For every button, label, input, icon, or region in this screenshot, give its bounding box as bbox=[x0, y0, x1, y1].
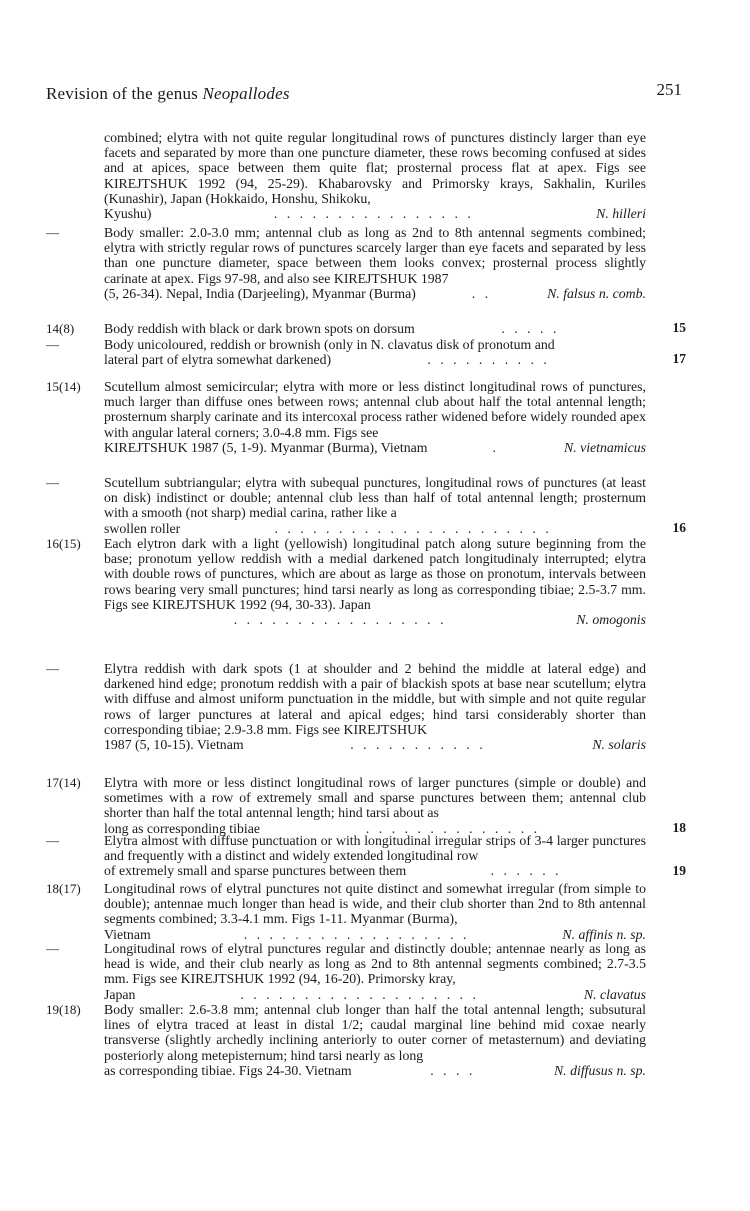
couplet-number: 15(14) bbox=[46, 379, 81, 394]
key-end-line bbox=[104, 987, 646, 1002]
leader-dots: . . . . . bbox=[501, 321, 560, 336]
key-end-left: Vietnam bbox=[104, 926, 151, 942]
taxon-name: N. vietnamicus bbox=[564, 439, 646, 455]
leader-dots: . . . . . . . . . . . bbox=[350, 737, 486, 753]
key-entry bbox=[0, 225, 750, 301]
key-text bbox=[104, 536, 646, 627]
couplet-number: — bbox=[46, 475, 59, 490]
lead-to-couplet: 17 bbox=[672, 351, 686, 366]
lead-to-couplet: 18 bbox=[672, 820, 686, 835]
key-entry bbox=[0, 337, 750, 367]
key-end-left: of extremely small and sparse punctures between them bbox=[104, 863, 407, 879]
key-entry bbox=[0, 536, 750, 627]
key-text-body: Body smaller: 2.6-3.8 mm; antennal club longer than half the total antennal length; subsutural lines of elytra traced at least in distal 1/2; caudal marginal line behind mid coxae nearly transverse (slightly archedly inclining anteriorly to outer corner of metasternum) and deviating posteriorly along metepisternum; hind tarsi nearly as long bbox=[104, 1002, 646, 1063]
couplet-number: 19(18) bbox=[46, 1002, 81, 1017]
key-text bbox=[104, 1002, 646, 1078]
key-text bbox=[104, 661, 646, 752]
key-end-left: Body reddish with black or dark brown spots on dorsum bbox=[104, 321, 415, 336]
taxon-name: N. omogonis bbox=[576, 612, 646, 628]
key-text bbox=[104, 379, 646, 455]
couplet-number: — bbox=[46, 337, 59, 352]
key-text-body: combined; elytra with not quite regular longitudinal rows of punctures distincly larger than eye facets and separated by more than one puncture diameter, these rows becoming confused at sides and at apices, space between them quite flat; prosternal process flat at apex. Figs see KIREJTSHUK 1992 (94, 25-29). Khabarovsky and Primorsky krays, Sakhalin, Kuriles (Kunashir), Japan (Hokkaido, Honshu, Shikoku, bbox=[104, 130, 646, 206]
key-text-body: Elytra with more or less distinct longitudinal rows of larger punctures (simple or double) and sometimes with a row of extremely small and sparse punctures between them; antennal club shorter than half the total antennal length; hind tarsi about as bbox=[104, 775, 646, 821]
leader-dots: . . . . . . . . . . bbox=[427, 352, 550, 368]
leader-dots: . . . . . . . . . . . . . . . . bbox=[273, 206, 474, 222]
key-text-body: Scutellum almost semicircular; elytra with more or less distinct longitudinal rows of punctures, much larger than diffuse ones between rows; antennal club about half the total antennal length; prosternum sharply carinate and its intercoxal process rather widened before widely rounded apex with angular lateral corners; 3.0-4.8 mm. Figs see bbox=[104, 379, 646, 440]
key-text bbox=[104, 130, 646, 221]
key-entry bbox=[0, 775, 750, 836]
key-entry bbox=[0, 379, 750, 455]
key-text-body: Each elytron dark with a light (yellowish) longitudinal patch along suture beginning from the base; pronotum yellow reddish with a medial darkened patch longitudinaly interrupted; elytra with double rows of punctures, which are about as large as those on pronotum, intervals between rows bearing very small punctures; hind tarsi nearly as long as corresponding tibiae; 2.5-3.7 mm. Figs see KIREJTSHUK 1992 (94, 30-33). Japan bbox=[104, 536, 646, 612]
key-end-line bbox=[104, 440, 646, 455]
leader-dots: . . . . bbox=[430, 1062, 476, 1078]
key-text-body: Elytra almost with diffuse punctuation or with longitudinal irregular strips of 3-4 larger punctures and frequently with a distinct and widely extended longitudinal row bbox=[104, 833, 646, 864]
leader-dots: . . . . . . . . . . . . . . . . . . bbox=[243, 926, 470, 942]
leader-dots: . . . . . . . . . . . . . . . . . . . . . . bbox=[274, 520, 552, 536]
key-text bbox=[104, 475, 646, 536]
key-entry bbox=[0, 833, 750, 879]
running-title bbox=[46, 84, 290, 104]
key-end-left: long as corresponding tibiae bbox=[104, 820, 260, 836]
key-end-left: Kyushu) bbox=[104, 206, 152, 222]
leader-dots: . . . . . . bbox=[490, 863, 562, 879]
key-text-body: Longitudinal rows of elytral punctures regular and distinctly double; antennae nearly as long as head is wide, and their club nearly as long as 2nd to 8th antennal segments combined; 2.7-3.5 mm. Figs see KIREJTSHUK 1992 (94, 16-20). Primorsky kray, bbox=[104, 941, 646, 987]
key-end-left: (5, 26-34). Nepal, India (Darjeeling), Myanmar (Burma) bbox=[104, 285, 416, 301]
taxon-name: N. solaris bbox=[592, 737, 646, 753]
key-entry bbox=[0, 941, 750, 1002]
key-text-body: Body smaller: 2.0-3.0 mm; antennal club as long as 2nd to 8th antennal segments combined; elytra with strictly regular rows of punctures scarcely larger than eye facets and separated by less than one puncture diameter, space between them looks convex; prosternal process slightly carinate at apex. Figs 97-98, and also see KIREJTSHUK 1987 bbox=[104, 225, 646, 286]
page-header bbox=[46, 80, 682, 108]
key-end-line bbox=[104, 612, 646, 627]
lead-to-couplet: 19 bbox=[672, 863, 686, 878]
key-text-body: Scutellum subtriangular; elytra with subequal punctures, longitudinal rows of punctures (at least on disk) indistinct or double; antennal club less than half of total antennal length; prosternum with a smooth (not sharp) medial carina, rather like a bbox=[104, 475, 646, 521]
leader-dots: . bbox=[492, 439, 499, 455]
key-end-left: lateral part of elytra somewhat darkened) bbox=[104, 352, 332, 368]
lead-to-couplet: 15 bbox=[672, 320, 686, 335]
key-entry bbox=[0, 1002, 750, 1078]
lead-to-couplet: 16 bbox=[672, 520, 686, 535]
leader-dots: . . . . . . . . . . . . . . . . . . . bbox=[240, 986, 479, 1002]
couplet-number: 14(8) bbox=[46, 321, 75, 336]
taxon-name: N. hilleri bbox=[596, 206, 646, 222]
key-end-left: Japan bbox=[104, 986, 136, 1002]
key-text bbox=[104, 321, 646, 336]
key-end-left: as corresponding tibiae. Figs 24-30. Vietnam bbox=[104, 1062, 352, 1078]
key-entry bbox=[0, 881, 750, 942]
running-title-prefix: Revision of the genus bbox=[46, 84, 198, 103]
key-text-body: Longitudinal rows of elytral punctures not quite distinct and somewhat irregular (from simple to double); antennae much longer than head is wide, and their club shorter than 2nd to 8th antennal segments combined; 3.3-4.1 mm. Figs 1-11. Myanmar (Burma), bbox=[104, 881, 646, 927]
key-text-body: Elytra reddish with dark spots (1 at shoulder and 2 behind the middle at lateral edge) and darkened hind edge; pronotum reddish with a pair of blackish spots at base near scutellum; elytra with diffuse and almost uniform punctuation in the middle, but with simple and not quite regular rows of larger punctures at lateral and apical edges; hind tarsi considerably shorter than corresponding tibiae; 2.9-3.8 mm. Figs see KIREJTSHUK bbox=[104, 661, 646, 737]
key-end-left: KIREJTSHUK 1987 (5, 1-9). Myanmar (Burma), Vietnam bbox=[104, 439, 428, 455]
key-end-line bbox=[104, 206, 646, 221]
couplet-number: — bbox=[46, 941, 59, 956]
key-text bbox=[104, 775, 646, 836]
couplet-number: — bbox=[46, 833, 59, 848]
couplet-number: 18(17) bbox=[46, 881, 81, 896]
key-end-line bbox=[104, 321, 646, 336]
key-end-left: swollen roller bbox=[104, 520, 181, 536]
taxon-name: N. clavatus bbox=[583, 986, 646, 1002]
key-entry bbox=[0, 661, 750, 752]
key-text bbox=[104, 941, 646, 1002]
key-end-line bbox=[104, 352, 646, 367]
taxon-name: N. diffusus n. sp. bbox=[553, 1062, 646, 1078]
key-end-line bbox=[104, 737, 646, 752]
couplet-number: — bbox=[46, 225, 59, 240]
key-entry bbox=[0, 130, 750, 221]
key-end-line bbox=[104, 1063, 646, 1078]
taxon-name: N. falsus n. comb. bbox=[547, 285, 646, 301]
key-text bbox=[104, 833, 646, 879]
key-end-line bbox=[104, 927, 646, 942]
couplet-number: 17(14) bbox=[46, 775, 81, 790]
key-end-left: 1987 (5, 10-15). Vietnam bbox=[104, 737, 244, 753]
key-entry bbox=[0, 321, 750, 336]
couplet-number: 16(15) bbox=[46, 536, 81, 551]
key-text-body: Body unicoloured, reddish or brownish (only in N. clavatus disk of pronotum and bbox=[104, 337, 555, 352]
key-end-line bbox=[104, 521, 646, 536]
key-end-line bbox=[104, 863, 646, 878]
key-text bbox=[104, 337, 646, 367]
couplet-number: — bbox=[46, 661, 59, 676]
leader-dots: . . . . . . . . . . . . . . . . . bbox=[233, 612, 447, 628]
key-end-line bbox=[104, 286, 646, 301]
taxon-name: N. affinis n. sp. bbox=[562, 926, 646, 942]
leader-dots: . . bbox=[471, 285, 492, 301]
key-text bbox=[104, 881, 646, 942]
running-title-genus: Neopallodes bbox=[202, 84, 290, 103]
page-number: 251 bbox=[656, 80, 682, 99]
leader-dots: . . . . . . . . . . . . . . bbox=[365, 820, 541, 836]
key-entry bbox=[0, 475, 750, 536]
key-text bbox=[104, 225, 646, 301]
